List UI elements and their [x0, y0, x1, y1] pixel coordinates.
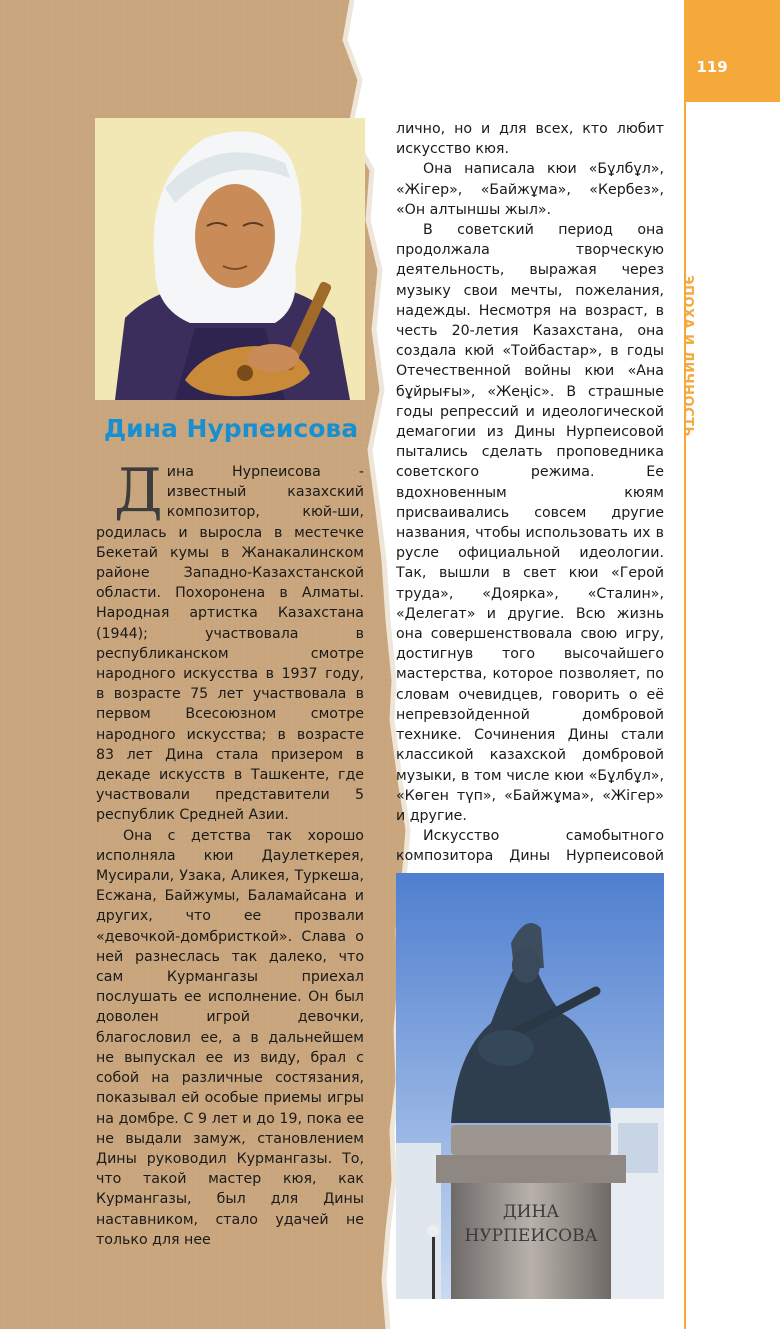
paragraph: Она с детства так хорошо исполняла кюи Даулеткерея, Мусирали, Узака, Аликея, Туркеша, Есжана, Байжумы, Баламайсана и других, что ее прозвали «девочкой-домбристкой». Слава о ней разнеслась так далеко, что сам Курмангазы приехал послушать ее исполнение. Он был доволен игрой девочки, благословил ее, а в дальнейшем не выпускал ее из виду, брал с собой на различные состязания, показывал ей особые приемы игры на домбре. С 9 лет и до 19, пока ее не выдали замуж, становлением Дины руководил Курмангазы. То, что такой мастер кюя, как Курмангазы, был для Дины наставником, стало удачей не только для нее — [96, 827, 364, 1248]
left-text-column — [96, 456, 364, 1250]
portrait-illustration — [95, 118, 365, 400]
paragraph: лично, но и для всех, кто любит искусство кюя. — [396, 121, 664, 158]
statue-photo — [396, 873, 664, 1299]
right-text-column — [396, 119, 664, 907]
section-label: ЭПОХА И ЛИЧНОСТЬ — [680, 275, 695, 437]
page-number: 119 — [696, 58, 728, 76]
sidebar — [684, 0, 780, 1329]
page-number-tab — [684, 0, 780, 102]
paragraph: Искусство самобытного композитора Дины Нурпеисовой — [396, 828, 664, 865]
dropcap-letter: Д — [114, 456, 163, 526]
paragraph-text: ина Нурпеисова - известный казахский композитор, кюй-ши, родилась и выросла в местечке Бекетай кумы в Жанакалинском районе Западно-Казахстанской области. Похоронена в Алматы. Народная артистка Казахстана (1944); участвовала в республиканском смотре народного искусства в 1937 году, в возрасте 75 лет участвовала в первом Всесоюзном смотре народного искусства; в возрасте 83 лет Дина стала призером в декаде искусств в Ташкенте, где участвовали представители 5 республик Средней Азии. — [96, 464, 364, 824]
paragraph: В советский период она продолжала творческую деятельность, выражая через музыку свои мечты, пожелания, надежды. Несмотря на возраст, в честь 20-летия Казахстана, она создала кюй «Тойбастар», в годы Отечественной войны кюи «Ана бұйрығы», «Жеңіс». В страшные годы репрессий и идеологической демагогии из Дины Нурпеисовой пытались сделать проповедника советского режима. Ее вдохновенным кюям присваивались совсем другие названия, чтобы использовать их в русле официальной идеологии. Так, вышли в свет кюи «Герой труда», «Доярка», «Сталин», «Делегат» и другие. Всю жизнь она совершенствовала свою игру, достигнув того высочайшего мастерства, которое позволяет, по словам очевидцев, говорить о её непревзойденной домбровой технике. Сочинения Дины стали классикой казахской домбровой музыки, в том числе кюи «Бұлбұл», «Көген түп», «Байжұма», «Жігер» и другие. — [396, 222, 664, 824]
statue-inscription-line2: НУРПЕИСОВА — [464, 1226, 598, 1246]
page-title: Дина Нурпеисова — [103, 414, 359, 443]
statue-inscription-line1: ДИНА — [502, 1202, 560, 1222]
paragraph: Она написала кюи «Бұлбұл», «Жігер», «Байжұма», «Кербез», «Он алтыншы жыл». — [396, 161, 664, 218]
paragraph — [96, 456, 364, 826]
